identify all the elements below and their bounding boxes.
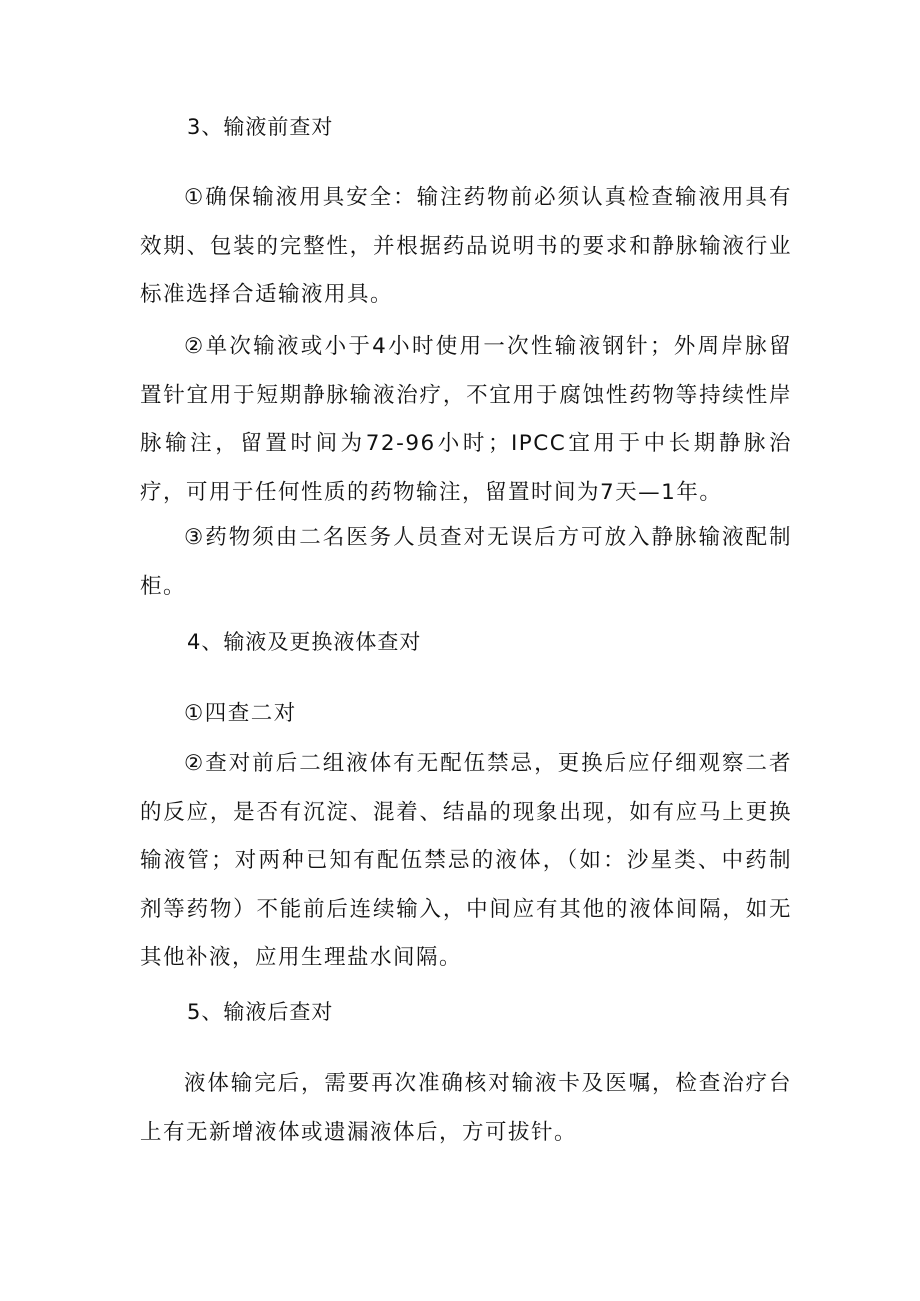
paragraph-3-3: ③药物须由二名医务人员查对无误后方可放入静脉输液配制柜。 (140, 525, 792, 599)
paragraph-4-1: ①四查二对 (184, 701, 297, 726)
section-heading-5: 5、输液后查对 (187, 1000, 334, 1024)
section-heading-4: 4、输液及更换液体查对 (187, 630, 422, 654)
paragraph-5-1: 液体输完后，需要再次准确核对输液卡及医嘱，检查治疗台上有无新增液体或遗漏液体后，方可拔针。 (140, 1071, 792, 1145)
section-heading-3: 3、输液前查对 (187, 115, 334, 139)
paragraph-4-2: ②查对前后二组液体有无配伍禁忌，更换后应仔细观察二者的反应，是否有沉淀、混着、结晶的现象出现，如有应马上更换输液管；对两种已知有配伍禁忌的液体，（如：沙星类、中药制剂等药物）不能前后连续输入，中间应有其他的液体间隔，如无其他补液，应用生理盐水间隔。 (140, 751, 792, 970)
paragraph-3-1: ①确保输液用具安全：输注药物前必须认真检查输液用具有效期、包装的完整性，并根据药品说明书的要求和静脉输液行业标准选择合适输液用具。 (140, 185, 792, 307)
paragraph-3-2: ②单次输液或小于4小时使用一次性输液钢针；外周岸脉留置针宜用于短期静脉输液治疗，不宜用于腐蚀性药物等持续性岸脉输注，留置时间为72-96小时；IPCC宜用于中长期静脉治疗，可用于任何性质的药物输注，留置时间为7天—1年。 (140, 334, 792, 505)
